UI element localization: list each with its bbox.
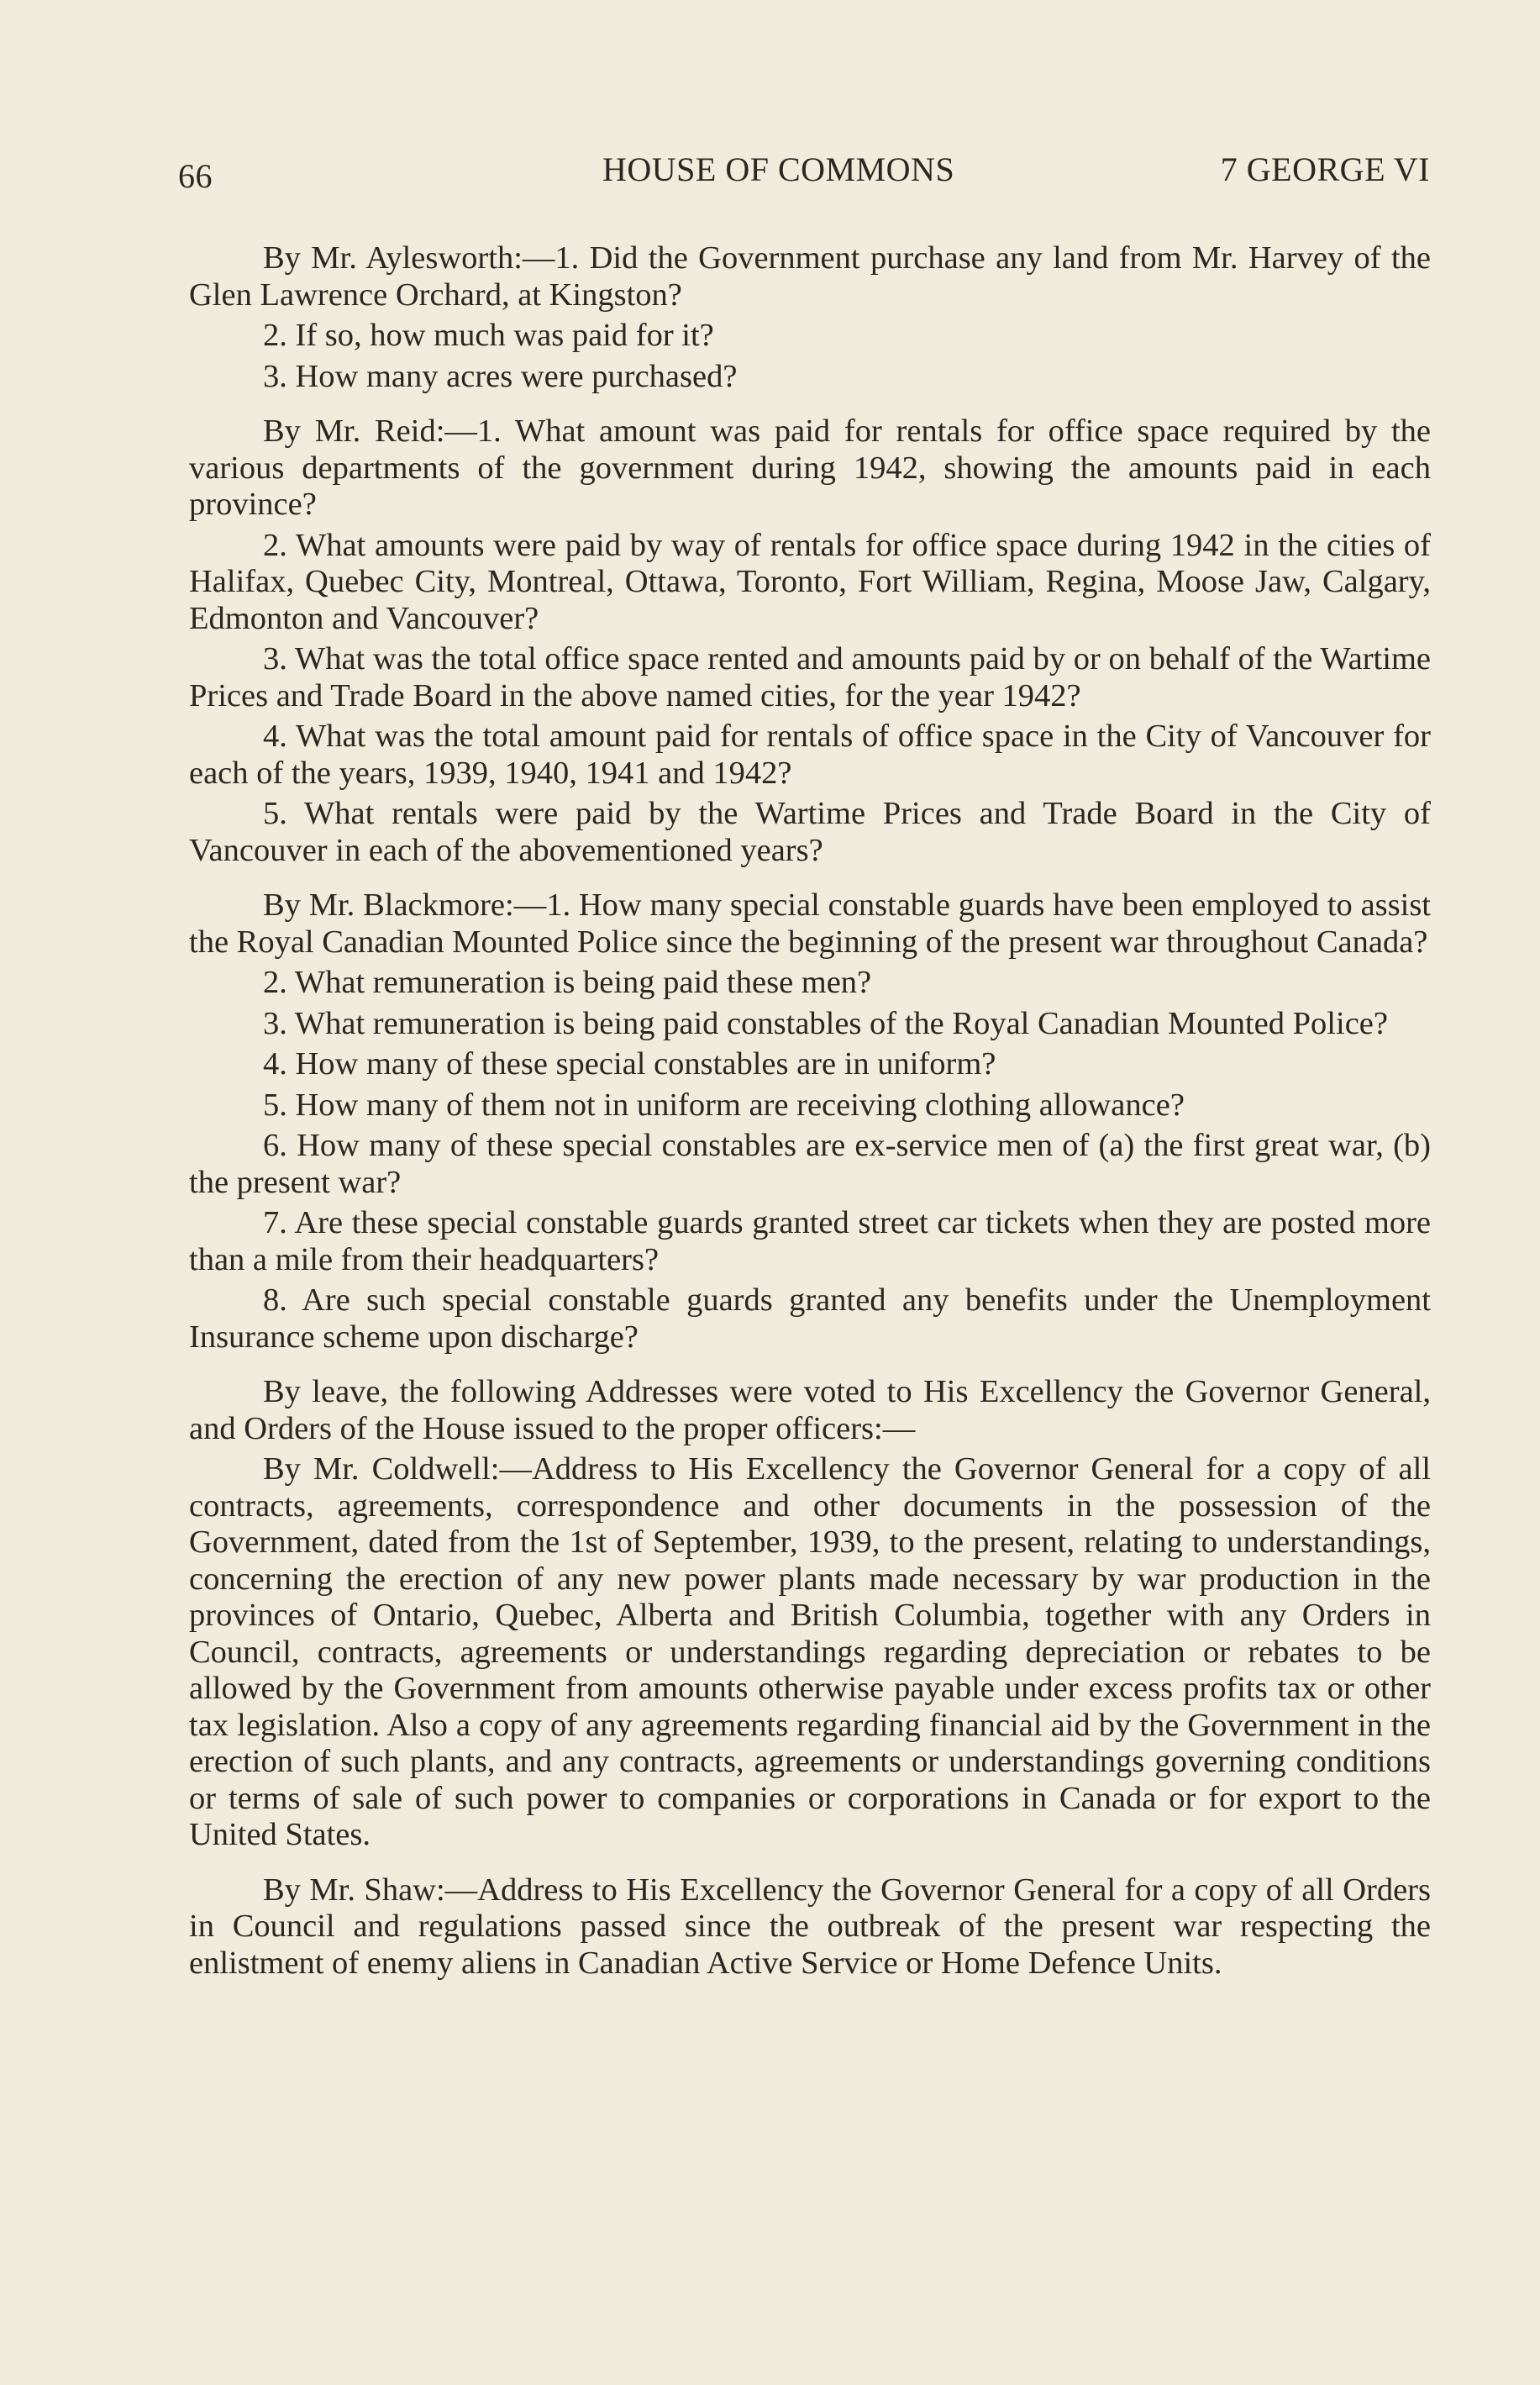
question-reid-1: By Mr. Reid:—1. What amount was paid for rentals for office space required by the various departments of the government during 1942, showing the amounts paid in each province? [189, 413, 1431, 522]
page-body [189, 240, 1431, 1982]
regnal-year: 7 GEORGE VI [1220, 150, 1430, 188]
question-aylesworth-1: By Mr. Aylesworth:—1. Did the Government purchase any land from Mr. Harvey of the Glen Lawrence Orchard, at Kingston? [189, 240, 1431, 313]
address-coldwell: By Mr. Coldwell:—Address to His Excellency the Governor General for a copy of all contracts, agreements, correspondence and other documents in the possession of the Government, dated from the 1st of September, 1939, to the present, relating to understandings, concerning the erection of any new power plants made necessary by war production in the provinces of Ontario, Quebec, Alberta and British Columbia, together with any Orders in Council, contracts, agreements or understandings regarding depreciation or rebates to be allowed by the Government from amounts otherwise payable under excess profits tax or other tax legislation. Also a copy of any agreements regarding financial aid by the Government in the erection of such plants, and any contracts, agreements or understandings governing conditions or terms of sale of such power to companies or corporations in Canada or for export to the United States. [189, 1451, 1431, 1852]
question-blackmore-1: By Mr. Blackmore:—1. How many special constable guards have been employed to assist the Royal Canadian Mounted Police since the beginning of the present war throughout Canada? [189, 887, 1431, 960]
question-reid-5: 5. What rentals were paid by the Wartime Prices and Trade Board in the City of Vancouver in each of the abovementioned years? [189, 796, 1431, 868]
question-blackmore-6: 6. How many of these special constables are ex-service men of (a) the first great war, (b) the present war? [189, 1128, 1431, 1200]
running-title: HOUSE OF COMMONS [602, 150, 955, 188]
question-reid-4: 4. What was the total amount paid for rentals of office space in the City of Vancouver for each of the years, 1939, 1940, 1941 and 1942? [189, 719, 1431, 791]
question-blackmore-4: 4. How many of these special constables are in uniform? [263, 1046, 996, 1082]
question-reid-3: 3. What was the total office space rented and amounts paid by or on behalf of the Wartime Prices and Trade Board in the above named cities, for the year 1942? [189, 641, 1431, 713]
question-blackmore-5: 5. How many of them not in uniform are receiving clothing allowance? [263, 1087, 1185, 1123]
question-blackmore-2: 2. What remuneration is being paid these men? [263, 965, 872, 1000]
address-shaw: By Mr. Shaw:—Address to His Excellency the Governor General for a copy of all Orders in Council and regulations passed since the outbreak of the present war respecting the enlistment of enemy aliens in Canadian Active Service or Home Defence Units. [189, 1872, 1431, 1981]
question-reid-2: 2. What amounts were paid by way of rentals for office space during 1942 in the cities of Halifax, Quebec City, Montreal, Ottawa, Toronto, Fort William, Regina, Moose Jaw, Calgary, Edmonton and Vancouver? [189, 527, 1431, 636]
question-blackmore-7: 7. Are these special constable guards granted street car tickets when they are posted more than a mile from their headquarters? [189, 1205, 1431, 1277]
running-head [178, 150, 1430, 197]
question-aylesworth-2: 2. If so, how much was paid for it? [263, 318, 714, 353]
page-number: 66 [178, 157, 213, 195]
question-blackmore-3: 3. What remuneration is being paid constables of the Royal Canadian Mounted Police? [263, 1005, 1388, 1041]
question-blackmore-8: 8. Are such special constable guards granted any benefits under the Unemployment Insurance scheme upon discharge? [189, 1282, 1431, 1355]
question-aylesworth-3: 3. How many acres were purchased? [263, 358, 738, 394]
addresses-intro: By leave, the following Addresses were voted to His Excellency the Governor General, and Orders of the House issued to the proper officers:— [189, 1374, 1431, 1446]
